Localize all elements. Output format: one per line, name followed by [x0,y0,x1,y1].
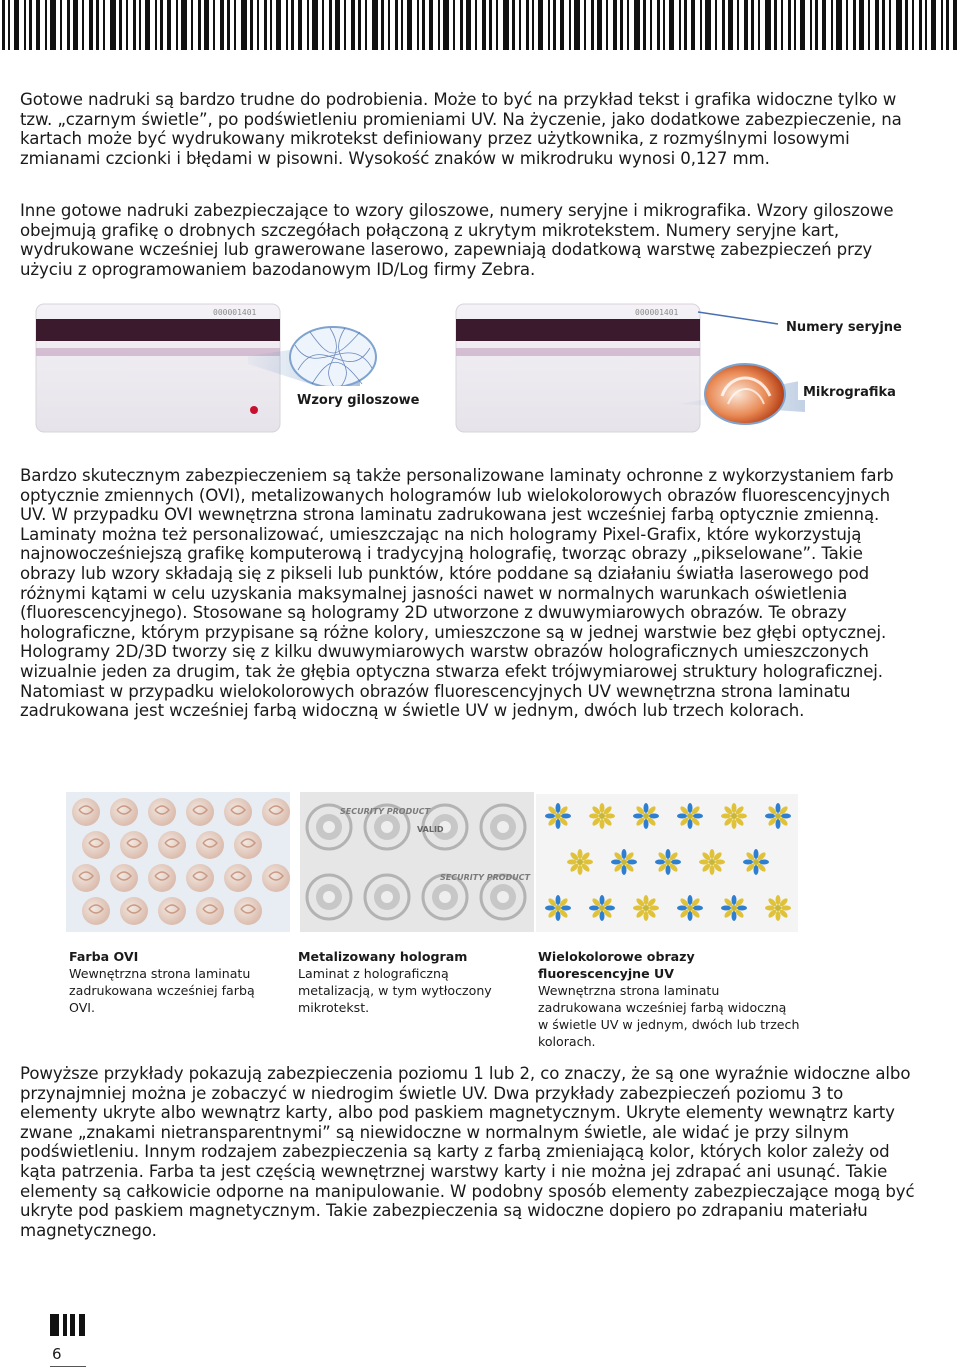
signature-strip-left [36,348,280,356]
label-serial: Numery seryjne [786,320,902,335]
serial-number-left: 000001401 [213,308,257,317]
paragraph-guilloche: Inne gotowe nadruki zabezpieczające to wzory giloszowe, numery seryjne i mikrografika. Wzory giloszowe obejmują grafikę o drobnych szczegółach połączoną z ukrytym mikrotekstem. Numery seryjne kart, wydrukowane wcześniej lub grawerowane laserowo, zapewniają dodatkową warstwę zabezpieczeń przy użyciu z oprogramowaniem bazodanowym ID/Log firmy Zebra. [20,201,894,279]
page-number-rule [50,1366,86,1367]
caption-ovi-body: Wewnętrzna strona laminatu zadrukowana wcześniej farbą OVI. [69,966,255,1015]
label-micrographics: Mikrografika [803,385,896,400]
micrographics-magnifier [705,364,785,424]
paragraph-printed-features: Gotowe nadruki są bardzo trudne do podrobienia. Może to być na przykład tekst i grafika widoczne tylko w tzw. „czarnym świetle”, po podświetleniu promieniami UV. Na życzenie, jako dodatkowe zabezpieczenie, na kartach może być wydrukowany mikrotekst definiowany przez użytkownika, z rozmyślnymi losowymi zmianami czcionki i błędami w pisowni. Wysokość znaków w mikrodruku wynosi 0,127 mm. [20,90,902,168]
paragraph-laminates: Bardzo skutecznym zabezpieczeniem są także personalizowane laminaty ochronne z wykorzystaniem farb optycznie zmiennych (OVI), metalizowanych hologramów lub wielokolorowych obrazów fluorescencyjnych UV. W przypadku OVI wewnętrzna strona laminatu zadrukowana jest wcześniej farbą optycznie zmienną. Laminaty można też personalizować, umieszczając na nich hologramy Pixel-Grafix, które wykorzystują najnowocześniejszą grafikę komputerową i tradycyjną holografię, tworząc obrazy „pikselowane”. Takie obrazy lub wzory składają się z pikseli lub punktów, które poddane są działaniu światła laserowego pod różnymi kątami w celu uzyskania maksymalnej jasności nawet w normalnych warunkach oświetlenia (fluorescencyjnego). Stosowane są hologramy 2D utworzone z dwuwymiarowych obrazów. Te obrazy holograficzne, którym przypisane są różne kolory, umieszczone są w jednej warstwie bez głębi optycznej. Hologramy 2D/3D tworzy się z kilku dwuwymiarowych warstw obrazów holograficznych umieszczonych wizualnie jeden za drugim, tak że głębia optyczna stwarza efekt trójwymiarowej struktury holograficznej. Natomiast w przypadku wielokolorowych obrazów fluorescencyjnych UV wewnętrzna strona laminatu zadrukowana jest wcześniej farbą widoczną w świetle UV w jednym, dwóch lub trzech kolorach. [20,466,894,721]
magnetic-stripe-right [456,319,700,341]
magnetic-stripe-left [36,319,280,341]
signature-strip-right [456,348,700,356]
caption-uv-body: Wewnętrzna strona laminatu zadrukowana wcześniej farbą widoczną w świetle UV w jednym, dwóch lub trzech kolorach. [538,983,800,1049]
paragraph-level-3: Powyższe przykłady pokazują zabezpieczenia poziomu 1 lub 2, co znaczy, że są one wyraźnie widoczne albo przynajmniej można je zobaczyć w niedrogim świetle UV. Dwa przykłady zabezpieczeń poziomu 3 to elementy ukryte albo wewnątrz karty, albo pod paskiem magnetycznym. Ukryte elementy wewnątrz karty zwane „znakami nietransparentnymi” są niewidoczne w normalnym świetle, ale widać je przy silnym podświetleniu. Innym rodzajem zabezpieczenia są karty z farbą zmieniającą kolor, których kolor zależy od kąta patrzenia. Farba ta jest częścią wewnętrznej warstwy karty i nie można jej zdrapać ani usunąć. Takie elementy są całkowicie odporne na manipulowanie. W podobny sposób elementy zabezpieczające mogą być ukryte pod paskiem magnetycznym. Takie zabezpieczenia są widoczne dopiero po zdrapaniu materiału magnetycznego. [20,1064,915,1240]
caption-ovi-title: Farba OVI [69,949,139,964]
card-left [36,304,420,432]
caption-ovi [69,948,279,1016]
hologram-dot-left [250,406,258,414]
footer-barcode-icon [50,1314,86,1336]
label-guilloche: Wzory giloszowe [297,393,420,408]
caption-hologram-title: Metalizowany hologram [298,949,468,964]
card-security-figure [30,300,930,440]
serial-callout-line [698,312,778,324]
hologram-valid: VALID [417,825,444,834]
page-number: 6 [52,1345,62,1363]
hologram-text-1: SECURITY PRODUCT [340,807,431,816]
barcode-header [0,0,960,50]
metallized-hologram-image [300,792,534,932]
hologram-text-2: SECURITY PRODUCT [440,873,531,882]
serial-number-right: 000001401 [635,308,679,317]
ovi-laminate-image [66,792,290,932]
caption-uv-title: Wielokolorowe obrazy fluorescencyjne UV [538,949,695,981]
caption-hologram-body: Laminat z holograficzną metalizacją, w tym wytłoczony mikrotekst. [298,966,492,1015]
caption-uv [538,948,800,1050]
card-right [456,304,902,432]
uv-fluorescent-image [536,794,798,932]
caption-hologram [298,948,513,1016]
